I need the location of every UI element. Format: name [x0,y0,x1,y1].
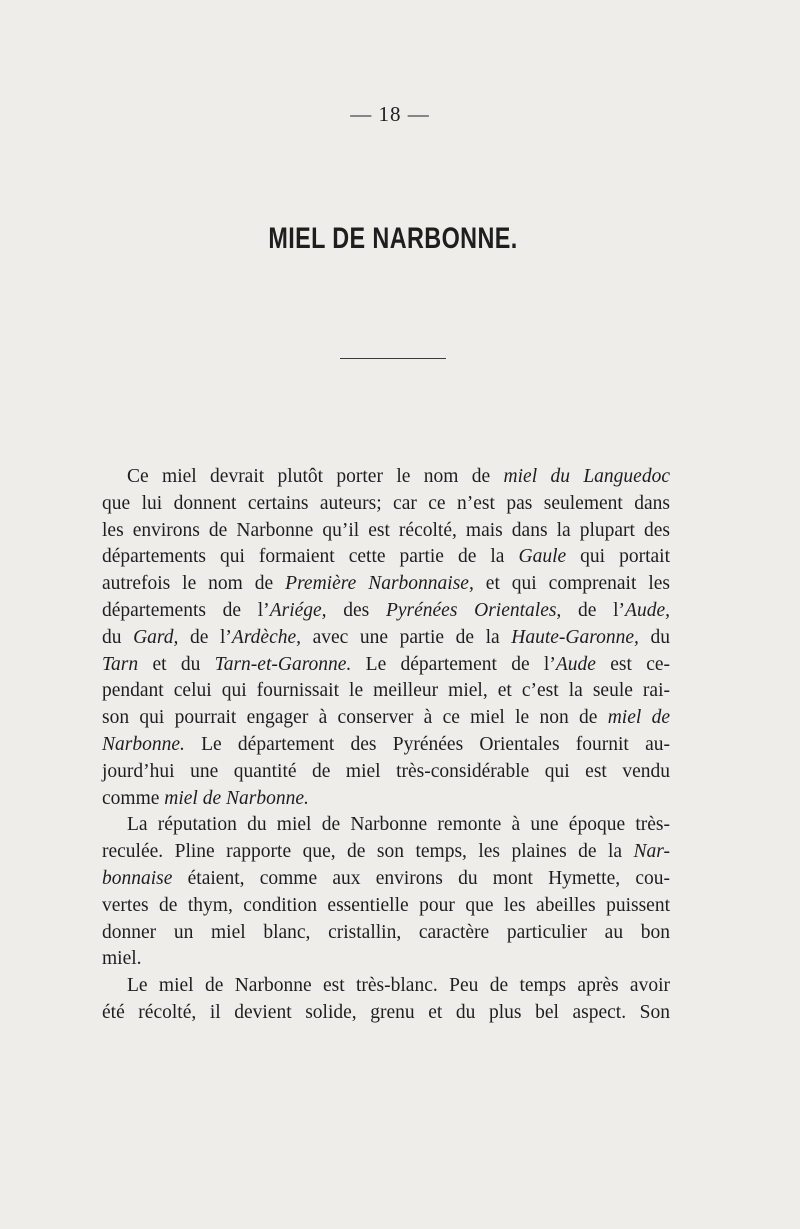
title-divider [340,358,446,359]
text-run: donner un miel blanc, cristallin, caractère particulier au bon [102,921,670,943]
text-line [102,544,670,571]
italic-text: Gard, [133,626,179,648]
text-run: du [102,626,134,648]
body-text [102,464,670,1027]
text-run: des [326,599,386,621]
text-line [102,893,670,920]
text-line [102,759,670,786]
text-run: départements de l’ [102,599,270,621]
text-run: Le département de l’ [351,653,556,675]
italic-text: bonnaise [102,867,173,889]
text-run: Le miel de Narbonne est très-blanc. Peu de temps après avoir [127,975,670,997]
text-line [102,920,670,947]
text-run: est ce- [595,653,671,675]
text-run: du [638,626,670,648]
text-line [102,598,670,625]
text-run: que lui donnent certains auteurs; car ce n’est pas seulement dans [102,492,670,514]
text-line [102,625,670,652]
italic-text: Tarn-et-Garonne. [214,653,352,675]
paragraph [102,812,670,973]
italic-text: miel du Languedoc [503,466,670,487]
text-line [102,705,670,732]
text-run: départements qui formaient cette partie de la [102,546,519,568]
text-line [102,786,670,813]
text-run: vertes de thym, condition essentielle pour que les abeilles puissent [102,894,670,916]
text-line [102,518,670,545]
italic-text: Ardèche, [231,626,302,648]
page-number: — 18 — [350,102,430,126]
text-run: miel. [102,948,142,970]
text-line [102,973,670,1000]
text-run: comme [102,787,165,809]
text-run: reculée. Pline rapporte que, de son temps, les plaines de la [102,841,634,863]
text-run: de l’ [561,599,626,621]
text-line [102,464,670,491]
text-line [102,839,670,866]
text-run: les environs de Narbonne qu’il est récolté, mais dans la plupart des [102,519,670,541]
text-run: jourd’hui une quantité de miel très-considérable qui est vendu [102,760,670,782]
italic-text: Aude, [625,599,670,621]
italic-text: Nar- [633,841,670,863]
text-run: pendant celui qui fournissait le meilleur miel, et c’est la seule rai- [102,680,670,702]
text-run: et du [138,653,215,675]
italic-text: Tarn [102,653,139,675]
text-run: Le département des Pyrénées Orientales fournit au- [184,733,670,755]
text-run: étaient, comme aux environs du mont Hymette, cou- [172,867,670,889]
italic-text: Pyrénées Orientales, [385,599,562,621]
italic-text: Première Narbonnaise, [285,573,474,595]
text-line [102,812,670,839]
text-line [102,571,670,598]
italic-text: miel de [607,707,670,729]
text-run: autrefois le nom de [102,573,286,595]
text-run: de l’ [178,626,232,648]
text-run: et qui comprenait les [473,573,670,595]
italic-text: miel de Narbonne. [164,787,309,809]
text-line [102,491,670,518]
paragraph [102,973,670,1027]
paragraph [102,464,670,812]
text-line [102,1000,670,1027]
text-line [102,678,670,705]
text-line [102,866,670,893]
italic-text: Ariége, [269,599,327,621]
italic-text: Narbonne. [102,733,185,755]
text-run: son qui pourrait engager à conserver à ce miel le non de [102,707,608,729]
italic-text: Aude [555,653,596,675]
text-run: qui portait [566,546,670,568]
text-run: Ce miel devrait plutôt porter le nom de [127,466,504,487]
text-run: avec une partie de la [301,626,512,648]
chapter-title: MIEL DE NARBONNE. [268,222,518,255]
italic-text: Haute-Garonne, [511,626,639,648]
text-line [102,946,670,973]
text-run: été récolté, il devient solide, grenu et du plus bel aspect. Son [102,1001,670,1023]
italic-text: Gaule [518,546,567,568]
text-line [102,732,670,759]
text-line [102,652,670,679]
text-run: La réputation du miel de Narbonne remonte à une époque très- [127,814,670,836]
